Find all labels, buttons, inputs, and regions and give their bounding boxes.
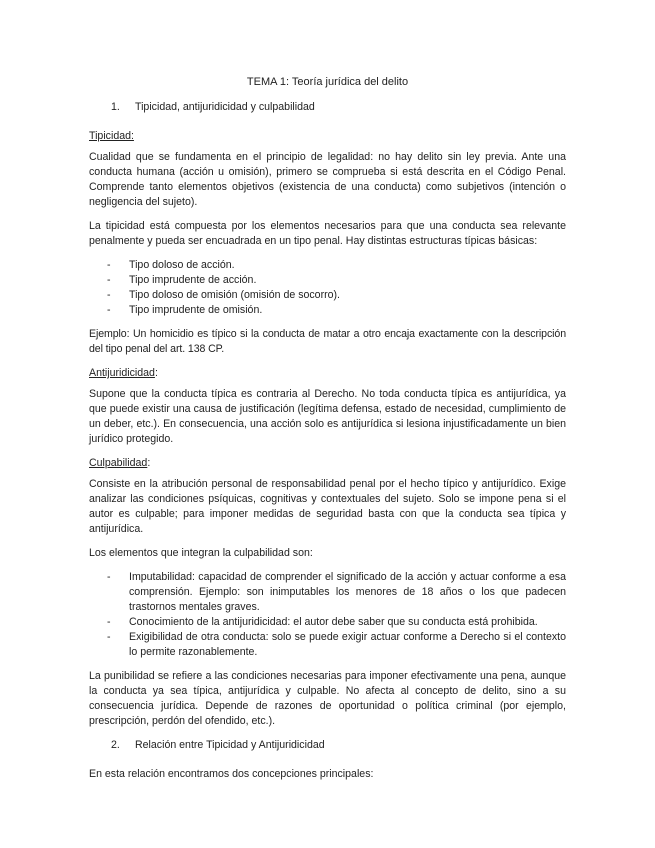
section-heading-text: Relación entre Tipicidad y Antijuridicidad — [135, 739, 325, 751]
list-item: - Tipo doloso de acción. — [89, 258, 566, 273]
list-marker: - — [107, 631, 111, 643]
section-number: 2. — [111, 739, 120, 751]
culpabilidad-list — [89, 570, 566, 660]
list-marker: - — [107, 289, 111, 301]
list-marker: - — [107, 304, 111, 316]
antijuridicidad-label: Antijuridicidad — [89, 367, 155, 379]
culpabilidad-label: Culpabilidad — [89, 457, 148, 469]
section-heading-text: Tipicidad, antijuridicidad y culpabilidad — [135, 101, 315, 113]
culpabilidad-paragraph-2: Los elementos que integran la culpabilidad son: — [89, 547, 313, 559]
list-item: - Exigibilidad de otra conducta: solo se puede exigir actuar conforme a Derecho si el contexto lo permite razonablemente. — [89, 630, 566, 660]
list-item: - Imputabilidad: capacidad de comprender el significado de la acción y actuar conforme a esa comprensión. Ejemplo: son inimputables los menores de 18 años o los que padecen trastornos mentales graves. — [89, 570, 566, 615]
tipicidad-label: Tipicidad: — [89, 130, 134, 142]
list-item: - Tipo doloso de omisión (omisión de socorro). — [89, 288, 566, 303]
antijuridicidad-heading: Antijuridicidad: — [89, 367, 158, 379]
list-marker: - — [107, 259, 111, 271]
section-heading-1 — [89, 100, 566, 115]
list-item: - Tipo imprudente de omisión. — [89, 303, 566, 318]
antijuridicidad-paragraph: Supone que la conducta típica es contraria al Derecho. No toda conducta típica es antijurídica, ya que puede existir una causa de justificación (legítima defensa, estado de necesidad, cumplimiento de un deber, etc.). En consecuencia, una acción solo es antijurídica si lesiona injustificadamente un bien jurídico protegido. — [89, 388, 566, 445]
list-item: - Tipo imprudente de acción. — [89, 273, 566, 288]
tipicidad-list — [89, 258, 566, 318]
list-marker: - — [107, 571, 111, 583]
culpabilidad-heading: Culpabilidad: — [89, 457, 151, 469]
culpabilidad-paragraph-1: Consiste en la atribución personal de responsabilidad penal por el hecho típico y antijurídico. Exige analizar las condiciones psíquicas, cognitivas y contextuales del sujeto. Solo se impone pena si el autor es culpable; para imponer medidas de seguridad basta con que la conducta sea típica y antijurídica. — [89, 478, 566, 535]
tipicidad-paragraph-2: La tipicidad está compuesta por los elementos necesarios para que una conducta sea relevante penalmente y pueda ser encuadrada en un tipo penal. Hay distintas estructuras típicas básicas: — [89, 220, 566, 247]
section-heading-2 — [89, 738, 566, 753]
tipicidad-paragraph-1: Cualidad que se fundamenta en el principio de legalidad: no hay delito sin ley previa. Ante una conducta humana (acción u omisión), primero se comprueba si está descrita en el Código Penal. Comprende tanto elementos objetivos (existencia de una conducta) como subjetivos (intención o negligencia del sujeto). — [89, 151, 566, 208]
list-item: - Conocimiento de la antijuridicidad: el autor debe saber que su conducta está prohibida. — [89, 615, 566, 630]
relacion-paragraph: En esta relación encontramos dos concepciones principales: — [89, 768, 374, 780]
tipicidad-example: Ejemplo: Un homicidio es típico si la conducta de matar a otro encaja exactamente con la descripción del tipo penal del art. 138 CP. — [89, 328, 566, 355]
punibilidad-paragraph: La punibilidad se refiere a las condiciones necesarias para imponer efectivamente una pena, aunque la conducta ya sea típica, antijurídica y culpable. No afecta al concepto de delito, sino a su consecuencia jurídica. Depende de razones de oportunidad o política criminal (por ejemplo, prescripción, perdón del ofendido, etc.). — [89, 670, 566, 727]
list-marker: - — [107, 274, 111, 286]
list-marker: - — [107, 616, 111, 628]
document-title: TEMA 1: Teoría jurídica del delito — [246, 76, 409, 88]
section-number: 1. — [111, 101, 120, 113]
